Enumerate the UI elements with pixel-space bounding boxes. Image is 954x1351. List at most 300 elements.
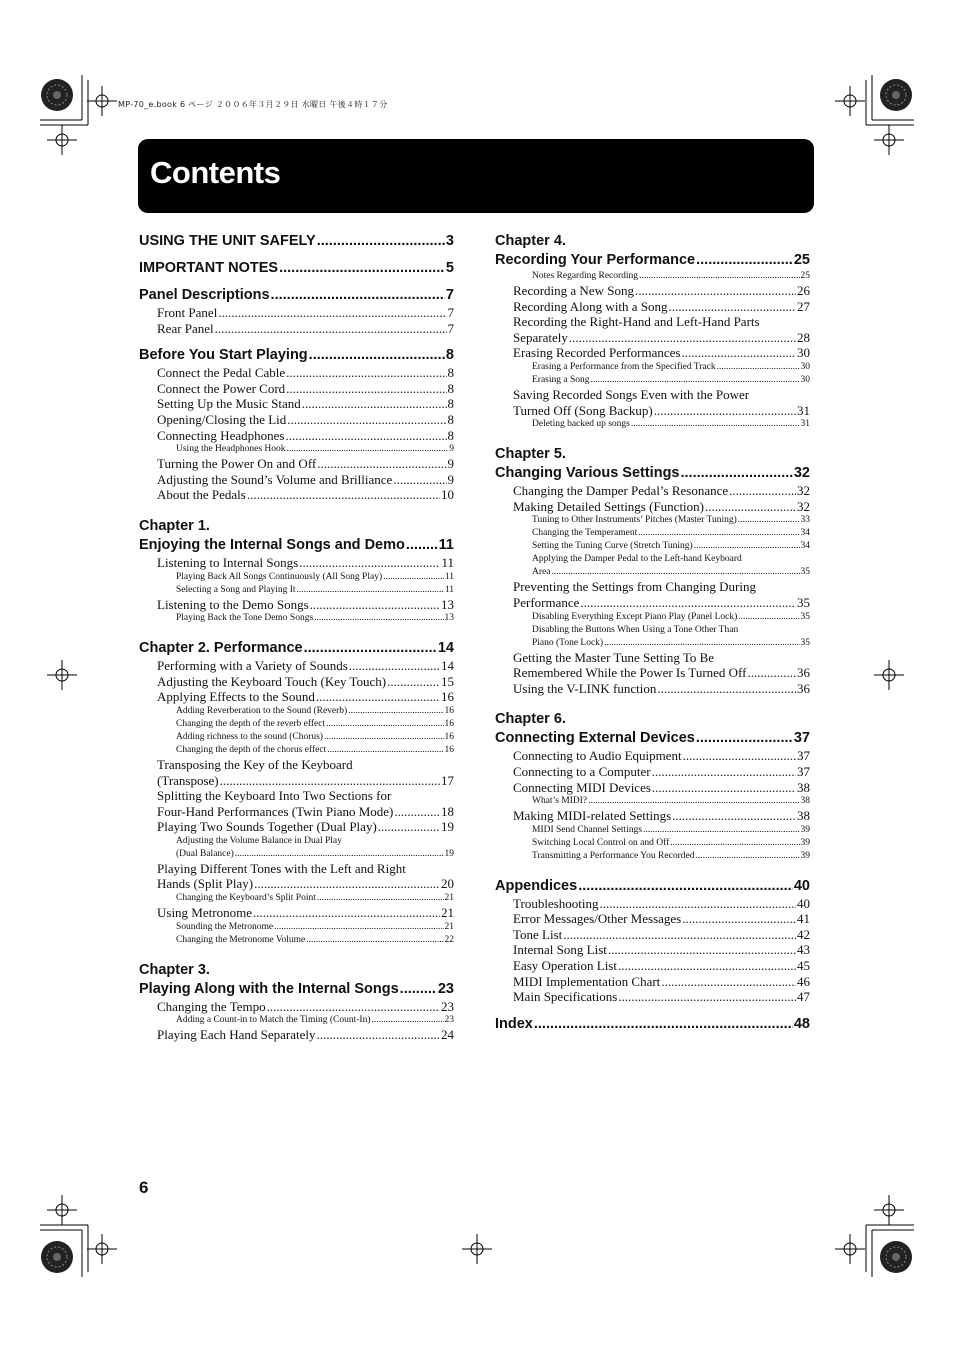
- dot-leader: [393, 472, 446, 488]
- toc-section: [495, 710, 810, 862]
- toc-page-number: 5: [445, 260, 454, 276]
- toc-entry[interactable]: [532, 527, 810, 540]
- dot-leader: [654, 403, 796, 419]
- toc-page-number: 11: [444, 584, 454, 595]
- toc-page-number: 37: [797, 763, 810, 779]
- toc-page-number: 35: [800, 567, 810, 578]
- toc-entry[interactable]: [176, 443, 454, 456]
- dot-leader: [652, 780, 796, 796]
- register-target-icon: [874, 660, 904, 690]
- toc-page-number: 27: [797, 298, 810, 314]
- dot-leader: [306, 934, 443, 947]
- toc-entry-line[interactable]: Getting the Master Tune Setting To Be: [513, 649, 715, 665]
- toc-entry[interactable]: [157, 905, 454, 921]
- toc-entry-title: Listening to the Demo Songs: [157, 596, 309, 612]
- dot-leader: [638, 527, 799, 540]
- dot-leader: [406, 536, 438, 555]
- toc-page-number: 30: [797, 345, 810, 361]
- toc-section: [495, 232, 810, 431]
- toc-right-column: [495, 232, 810, 1044]
- toc-entry-title: Changing the depth of the chorus effect: [176, 744, 327, 755]
- toc-page-number: 16: [444, 744, 454, 755]
- toc-entry[interactable]: [176, 718, 454, 731]
- toc-entry-title: Adding a Count-in to Match the Timing (Count-In): [176, 1015, 371, 1026]
- register-target-icon: [874, 1195, 904, 1225]
- toc-page-number: 22: [444, 934, 454, 945]
- toc-entry-title: Changing the Keyboard’s Split Point: [176, 893, 316, 904]
- dot-leader: [274, 921, 443, 934]
- toc-entry-title: Troubleshooting: [513, 895, 599, 911]
- toc-entry[interactable]: [513, 896, 810, 912]
- dot-leader: [235, 848, 444, 861]
- dot-leader: [683, 748, 796, 764]
- toc-entry[interactable]: [139, 536, 454, 555]
- toc-entry-title: Connecting MIDI Devices: [513, 779, 651, 795]
- dot-leader: [220, 773, 440, 789]
- toc-page-number: 36: [797, 665, 810, 681]
- dot-leader: [705, 499, 796, 515]
- toc-entry[interactable]: [513, 595, 810, 611]
- toc-entry-title: Internal Song List: [513, 942, 607, 958]
- toc-page-number: 43: [797, 942, 810, 958]
- toc-page-number: 35: [800, 611, 810, 622]
- toc-page-number: 9: [447, 471, 454, 487]
- toc-page-number: 16: [441, 689, 454, 705]
- toc-entry[interactable]: [513, 403, 810, 419]
- toc-entry[interactable]: [513, 330, 810, 346]
- toc-entry[interactable]: [176, 584, 454, 597]
- toc-entry-title: Connecting Headphones: [157, 427, 285, 443]
- toc-page-number: 42: [797, 926, 810, 942]
- dot-leader: [694, 540, 800, 553]
- toc-entry-title: Listening to Internal Songs: [157, 554, 299, 570]
- dot-leader: [682, 911, 796, 927]
- toc-entry[interactable]: [513, 780, 810, 796]
- toc-entry[interactable]: [139, 639, 454, 658]
- toc-page-number: 39: [800, 850, 810, 861]
- toc-entry-title: Panel Descriptions: [139, 287, 270, 303]
- dot-leader: [661, 974, 796, 990]
- toc-entry[interactable]: [513, 299, 810, 315]
- toc-entry-line[interactable]: Disabling the Buttons When Using a Tone Other Than: [532, 624, 739, 635]
- toc-page-number: 11: [441, 554, 454, 570]
- dot-leader: [729, 483, 796, 499]
- toc-page-number: 37: [793, 730, 810, 747]
- toc-entry-title: Changing the Temperament: [532, 528, 638, 539]
- dot-leader: [578, 877, 793, 896]
- dot-leader: [696, 729, 793, 748]
- toc-entry-title: Playing Two Sounds Together (Dual Play): [157, 819, 377, 835]
- dot-leader: [672, 808, 796, 824]
- toc-entry-line[interactable]: Playing Different Tones with the Left and Right: [157, 860, 406, 876]
- toc-entry-title: Switching Local Control on and Off: [532, 837, 670, 848]
- toc-entry[interactable]: [176, 612, 454, 625]
- toc-entry-title: Recording a New Song: [513, 283, 634, 298]
- dot-leader: [297, 584, 444, 597]
- toc-section: [139, 517, 454, 625]
- toc-entry[interactable]: [513, 989, 810, 1005]
- toc-entry[interactable]: [513, 283, 810, 299]
- toc-entry-title: Turning the Power On and Off: [157, 456, 317, 472]
- dot-leader: [287, 412, 446, 428]
- toc-entry[interactable]: [176, 892, 454, 905]
- toc-page-number: 35: [800, 637, 810, 648]
- toc-page-number: 35: [797, 594, 810, 610]
- toc-entry-line[interactable]: Saving Recorded Songs Even with the Power: [513, 386, 750, 402]
- toc-entry-title: Playing Each Hand Separately: [157, 1027, 316, 1043]
- toc-entry[interactable]: [532, 850, 810, 863]
- toc-entry[interactable]: [157, 472, 454, 488]
- toc-page-number: 8: [445, 347, 454, 364]
- dot-leader: [218, 305, 446, 321]
- toc-entry[interactable]: [157, 1027, 454, 1043]
- toc-page-number: 8: [447, 380, 454, 396]
- toc-entry-title: Remembered While the Power Is Turned Off: [513, 665, 747, 681]
- dot-leader: [563, 927, 796, 943]
- toc-page-number: 21: [441, 905, 454, 921]
- register-target-icon: [874, 125, 904, 155]
- toc-page-number: 40: [797, 895, 810, 911]
- toc-entry[interactable]: [513, 808, 810, 824]
- toc-page-number: 21: [444, 921, 454, 932]
- toc-entry-title: MIDI Implementation Chart: [513, 973, 661, 989]
- dot-leader: [591, 374, 800, 387]
- toc-page-number: 8: [447, 396, 454, 412]
- toc-page-number: 13: [441, 596, 454, 612]
- toc-entry[interactable]: [176, 848, 454, 861]
- toc-entry[interactable]: [532, 418, 810, 431]
- dot-leader: [267, 999, 440, 1015]
- toc-entry[interactable]: [157, 658, 454, 674]
- toc-entry[interactable]: [513, 681, 810, 697]
- dot-leader: [604, 637, 799, 650]
- toc-entry-line[interactable]: Applying the Damper Pedal to the Left-hand Keyboard: [532, 554, 742, 565]
- toc-page-number: 30: [800, 361, 810, 372]
- dot-leader: [285, 428, 446, 444]
- toc-page-number: 32: [793, 465, 810, 482]
- dot-leader: [253, 905, 440, 921]
- toc-entry-title: Appendices: [495, 877, 578, 894]
- toc-entry[interactable]: [157, 804, 454, 820]
- toc-entry[interactable]: [157, 876, 454, 892]
- toc-entry-line[interactable]: Transposing the Key of the Keyboard: [157, 756, 353, 772]
- dot-leader: [618, 958, 796, 974]
- dot-leader: [643, 824, 799, 837]
- toc-page-number: 7: [447, 305, 454, 320]
- toc-page-number: 23: [444, 1015, 454, 1026]
- chapter-label: Chapter 6.: [495, 711, 566, 728]
- toc-page-number: 30: [800, 374, 810, 385]
- dot-leader: [639, 270, 799, 283]
- dot-leader: [286, 365, 446, 381]
- toc-page-number: 8: [447, 411, 454, 427]
- toc-entry-title: Connect the Pedal Cable: [157, 365, 286, 381]
- toc-page-number: 26: [797, 283, 810, 298]
- toc-entry-title: Playing Along with the Internal Songs: [139, 980, 399, 997]
- toc-entry-line[interactable]: Recording the Right-Hand and Left-Hand Parts: [513, 314, 760, 330]
- toc-entry[interactable]: [157, 674, 454, 690]
- toc-page-number: 7: [447, 320, 454, 336]
- dot-leader: [588, 795, 799, 808]
- dot-leader: [580, 595, 796, 611]
- toc-entry-title: Changing the Tempo: [157, 998, 266, 1014]
- toc-page-number: 9: [449, 444, 454, 455]
- toc-entry-title: Playing Back the Tone Demo Songs: [176, 613, 314, 624]
- toc-entry-title: Changing Various Settings: [495, 465, 680, 482]
- toc-entry[interactable]: [532, 540, 810, 553]
- page-number: 6: [139, 1178, 149, 1197]
- toc-entry-title: Index: [495, 1015, 533, 1032]
- toc-page-number: 34: [800, 528, 810, 539]
- toc-section: [139, 286, 454, 336]
- toc-entry-title: Deleting backed up songs: [532, 419, 630, 430]
- toc-entry-title: Piano (Tone Lock): [532, 637, 604, 648]
- toc-entry[interactable]: [495, 464, 810, 483]
- dot-leader: [371, 1014, 443, 1027]
- toc-entry[interactable]: [176, 934, 454, 947]
- toc-page-number: 36: [797, 680, 810, 696]
- toc-entry-title: Setting Up the Music Stand: [157, 396, 301, 412]
- chapter-label: Chapter 4.: [495, 233, 566, 249]
- toc-entry[interactable]: [513, 748, 810, 764]
- toc-entry-title: Making Detailed Settings (Function): [513, 498, 705, 514]
- toc-entry-line[interactable]: Adjusting the Volume Balance in Dual Play: [176, 835, 342, 846]
- toc-page-number: 7: [445, 287, 454, 303]
- toc-entry-title: Separately: [513, 329, 568, 345]
- dot-leader: [534, 1015, 793, 1034]
- toc-entry[interactable]: [176, 705, 454, 718]
- dot-leader: [717, 361, 800, 374]
- toc-entry-title: Tuning to Other Instruments’ Pitches (Master Tuning): [532, 515, 737, 526]
- toc-entry[interactable]: [157, 999, 454, 1015]
- dot-leader: [387, 674, 440, 690]
- register-target-icon: [47, 1195, 77, 1225]
- toc-entry[interactable]: [157, 365, 454, 381]
- toc-entry-title: Adding Reverberation to the Sound (Reverb): [176, 705, 348, 716]
- toc-page-number: 37: [797, 748, 810, 764]
- toc-page-number: 45: [797, 958, 810, 974]
- toc-entry[interactable]: [513, 665, 810, 681]
- toc-entry-title: USING THE UNIT SAFELY: [139, 233, 316, 249]
- toc-page-number: 34: [800, 541, 810, 552]
- dot-leader: [682, 345, 797, 361]
- toc-page-number: 8: [447, 365, 454, 381]
- toc-entry[interactable]: [532, 611, 810, 624]
- dot-leader: [247, 487, 440, 503]
- toc-entry-title: Connecting to Audio Equipment: [513, 748, 682, 764]
- toc-entry[interactable]: [513, 911, 810, 927]
- toc-entry[interactable]: [176, 571, 454, 584]
- toc-entry[interactable]: [157, 689, 454, 705]
- toc-entry-title: (Transpose): [157, 772, 219, 788]
- toc-page-number: 8: [447, 427, 454, 443]
- dot-leader: [310, 597, 440, 613]
- chapter-label: Chapter 5.: [495, 446, 566, 463]
- toc-entry[interactable]: [495, 251, 810, 270]
- toc-entry[interactable]: [157, 381, 454, 397]
- toc-entry[interactable]: [532, 837, 810, 850]
- toc-page-number: 11: [438, 536, 454, 553]
- toc-entry[interactable]: [513, 345, 810, 361]
- starburst-mark-icon: [40, 78, 74, 112]
- toc-entry-line[interactable]: Preventing the Settings from Changing During: [513, 579, 757, 595]
- toc-entry[interactable]: [513, 927, 810, 943]
- dot-leader: [316, 1027, 440, 1043]
- dot-leader: [286, 381, 446, 397]
- page-title: Contents: [150, 155, 281, 190]
- toc-entry[interactable]: [157, 773, 454, 789]
- toc-entry-title: (Dual Balance): [176, 848, 234, 859]
- dot-leader: [670, 837, 799, 850]
- toc-page-number: 19: [441, 819, 454, 835]
- toc-section: [139, 639, 454, 947]
- toc-entry[interactable]: [532, 514, 810, 527]
- register-target-icon: [47, 125, 77, 155]
- toc-entry-title: Erasing Recorded Performances: [513, 345, 681, 361]
- dot-leader: [309, 346, 445, 365]
- toc-entry-title: Connect the Power Cord: [157, 380, 286, 396]
- toc-entry-title: Four-Hand Performances (Twin Piano Mode): [157, 803, 394, 819]
- toc-section: [495, 1015, 810, 1034]
- toc-entry[interactable]: [139, 232, 454, 251]
- dot-leader: [299, 555, 440, 571]
- toc-entry-line[interactable]: Splitting the Keyboard Into Two Sections for: [157, 788, 392, 804]
- toc-entry[interactable]: [139, 980, 454, 999]
- toc-page-number: 3: [445, 233, 454, 249]
- toc-page-number: 21: [444, 893, 454, 904]
- toc-entry[interactable]: [513, 483, 810, 499]
- toc-entry[interactable]: [513, 942, 810, 958]
- toc-entry-title: Hands (Split Play): [157, 876, 254, 892]
- toc-entry[interactable]: [176, 921, 454, 934]
- dot-leader: [631, 418, 800, 431]
- toc-entry[interactable]: [176, 744, 454, 757]
- toc-entry-title: Changing the depth of the reverb effect: [176, 718, 326, 729]
- toc-entry[interactable]: [513, 958, 810, 974]
- toc-page-number: 40: [793, 877, 810, 894]
- toc-entry-title: Playing Back All Songs Continuously (All Song Play): [176, 571, 383, 582]
- toc-entry[interactable]: [157, 428, 454, 444]
- toc-entry-title: Using the V-LINK function: [513, 680, 657, 696]
- toc-entry[interactable]: [532, 361, 810, 374]
- toc-entry-title: Setting the Tuning Curve (Stretch Tuning): [532, 541, 693, 552]
- dot-leader: [348, 705, 443, 718]
- toc-entry[interactable]: [495, 877, 810, 896]
- toc-page-number: 39: [800, 837, 810, 848]
- dot-leader: [287, 443, 449, 456]
- toc-entry[interactable]: [532, 566, 810, 579]
- toc-page-number: 38: [797, 808, 810, 824]
- toc-entry-title: Adjusting the Keyboard Touch (Key Touch): [157, 673, 387, 689]
- toc-entry-title: Changing the Metronome Volume: [176, 934, 306, 945]
- toc-entry-title: Opening/Closing the Lid: [157, 411, 287, 427]
- dot-leader: [383, 571, 444, 584]
- dot-leader: [215, 321, 447, 337]
- toc-entry[interactable]: [139, 259, 454, 278]
- toc-entry[interactable]: [157, 412, 454, 428]
- dot-leader: [324, 731, 444, 744]
- chapter-label: Chapter 3.: [139, 961, 210, 978]
- toc-entry[interactable]: [513, 764, 810, 780]
- toc-entry[interactable]: [157, 819, 454, 835]
- toc-page-number: 31: [797, 402, 810, 418]
- toc-entry[interactable]: [157, 321, 454, 337]
- dot-leader: [657, 681, 796, 697]
- dot-leader: [327, 744, 443, 757]
- toc-entry[interactable]: [532, 795, 810, 808]
- toc-entry[interactable]: [532, 637, 810, 650]
- dot-leader: [314, 612, 443, 625]
- dot-leader: [551, 566, 799, 579]
- toc-page-number: 11: [444, 571, 454, 582]
- toc-entry-title: Connecting External Devices: [495, 730, 695, 747]
- toc-entry-title: Chapter 2. Performance: [139, 640, 303, 657]
- toc-entry-title: Area: [532, 567, 551, 578]
- toc-entry-title: Rear Panel: [157, 320, 214, 336]
- toc-section: [139, 346, 454, 503]
- toc-page-number: 38: [797, 779, 810, 795]
- toc-entry-title: What’s MIDI?: [532, 796, 588, 807]
- dot-leader: [304, 639, 437, 658]
- toc-entry[interactable]: [495, 1015, 810, 1034]
- dot-leader: [349, 658, 440, 674]
- dot-leader: [608, 942, 796, 958]
- toc-entry[interactable]: [157, 597, 454, 613]
- toc-page-number: 16: [444, 705, 454, 716]
- dot-leader: [635, 283, 796, 299]
- dot-leader: [279, 259, 445, 278]
- toc-entry[interactable]: [513, 974, 810, 990]
- dot-leader: [400, 980, 437, 999]
- toc-entry[interactable]: [139, 286, 454, 305]
- dot-leader: [738, 514, 800, 527]
- toc-entry[interactable]: [157, 396, 454, 412]
- toc-entry[interactable]: [157, 305, 454, 321]
- toc-page-number: 25: [793, 252, 810, 268]
- dot-leader: [652, 764, 796, 780]
- toc-entry[interactable]: [139, 346, 454, 365]
- dot-leader: [316, 689, 440, 705]
- toc-page-number: 39: [800, 824, 810, 835]
- dot-leader: [681, 464, 793, 483]
- toc-entry[interactable]: [532, 270, 810, 283]
- toc-entry[interactable]: [495, 729, 810, 748]
- toc-entry[interactable]: [157, 555, 454, 571]
- dot-leader: [696, 251, 793, 270]
- toc-page-number: 9: [447, 456, 454, 472]
- dot-leader: [326, 718, 443, 731]
- toc-entry[interactable]: [176, 731, 454, 744]
- toc-entry[interactable]: [157, 487, 454, 503]
- toc-entry[interactable]: [176, 1014, 454, 1027]
- toc-entry[interactable]: [532, 374, 810, 387]
- toc-section: [495, 445, 810, 696]
- toc-page-number: 23: [441, 998, 454, 1014]
- toc-page-number: 47: [797, 989, 810, 1005]
- toc-page-number: 14: [437, 640, 454, 657]
- toc-entry-title: Error Messages/Other Messages: [513, 911, 682, 927]
- toc-entry-title: Erasing a Song: [532, 374, 590, 385]
- toc-page-number: 18: [441, 803, 454, 819]
- toc-page-number: 13: [444, 613, 454, 624]
- toc-entry-title: Performing with a Variety of Sounds: [157, 658, 348, 674]
- toc-entry-title: Making MIDI-related Settings: [513, 808, 672, 824]
- toc-entry[interactable]: [532, 824, 810, 837]
- starburst-mark-icon: [40, 1240, 74, 1274]
- toc-entry-title: MIDI Send Channel Settings: [532, 824, 643, 835]
- toc-entry[interactable]: [157, 456, 454, 472]
- toc-entry[interactable]: [513, 499, 810, 515]
